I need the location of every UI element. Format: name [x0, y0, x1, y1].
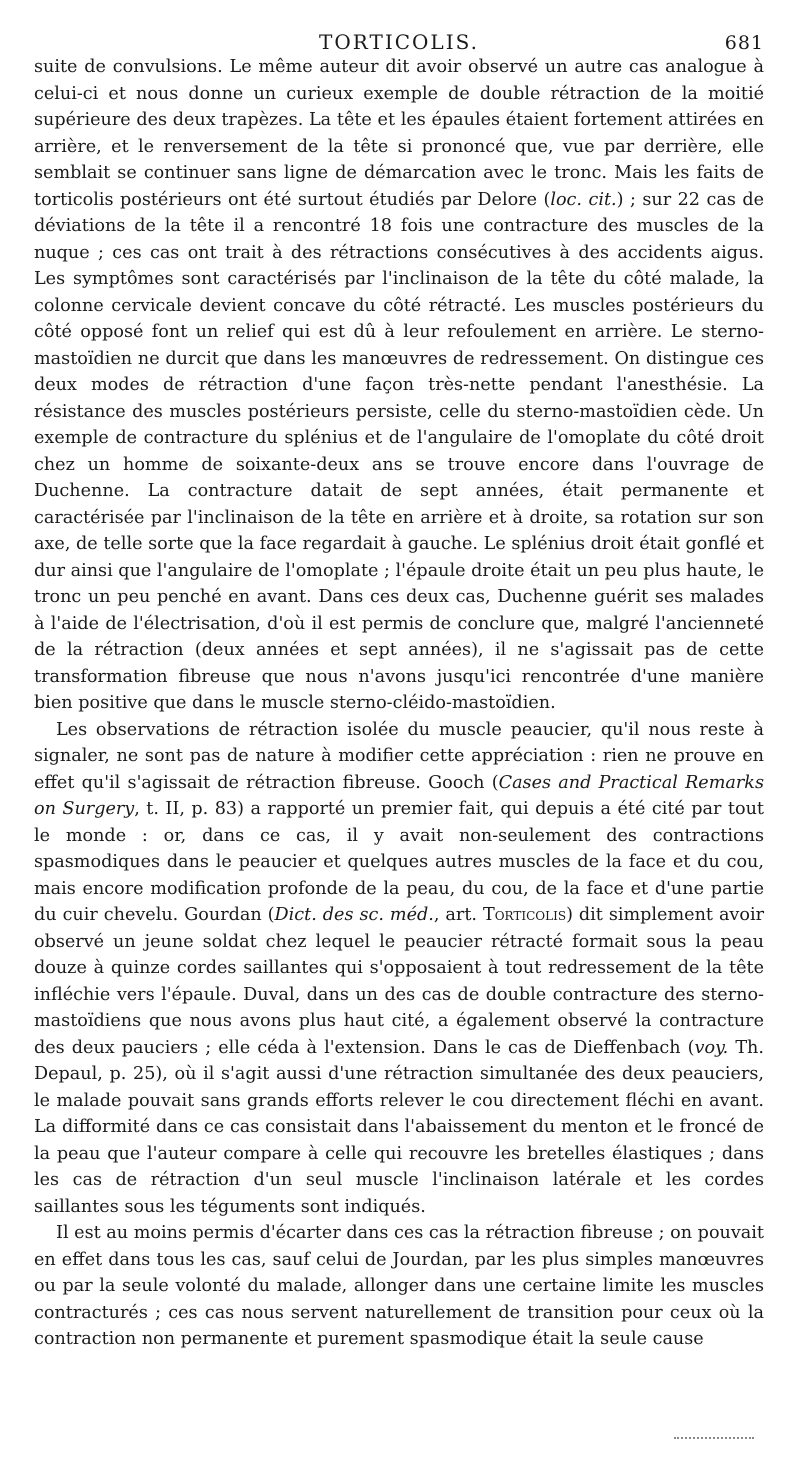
running-title: TORTICOLIS. [319, 30, 479, 54]
text-run: ) ; sur 22 cas de déviations de la tête il a rencontré 18 fois une contracture des muscles de la nuque ; ces cas ont trait à des rétractions consécutives à des accidents aigus. Les symptômes sont caractérisés par l'inclinaison de la tête du côté malade, la colonne cervicale devient concave du côté rétracté. Les muscles postérieurs du côté opposé font un relief qui est dû à leur refoulement en arrière. Le sterno-mastoïdien ne durcit que dans les manœuvres de redressement. On distingue ces deux modes de rétraction d'une façon très-nette pendant l'anesthésie. La résistance des muscles postérieurs persiste, celle du sterno-mastoïdien cède. Un exemple de contracture du splénius et de l'angulaire de l'omoplate du côté droit chez un homme de soixante-deux ans se trouve encore dans l'ouvrage de Duchenne. La contracture datait de sept années, était permanente et caractérisée par l'inclinaison de la tête en arrière et à droite, sa rotation sur son axe, de telle sorte que la face regardait à gauche. Le splénius droit était gonflé et dur ainsi que l'angulaire de l'omoplate ; l'épaule droite était un peu plus haute, le tronc un peu penché en avant. Dans ces deux cas, Duchenne guérit ses malades à l'aide de l'électrisation, d'où il est permis de conclure que, malgré l'ancienneté de la rétraction (deux années et sept années), il ne s'agissait pas de cette transformation fibreuse que nous n'avons jusqu'ici rencontrée d'une manière bien positive que dans le muscle sterno-cléido-mastoïdien. [34, 189, 764, 713]
text-run: , art. [433, 905, 483, 925]
text-run: Th. Depaul, p. 25), où il s'agit aussi d'une rétraction simultanée des deux peauciers, le malade pouvait sans grands efforts relever le cou directement fléchi en avant. La difformité dans ce cas consistait dans l'abaissement du menton et le froncé de la peau que l'auteur compare à celle qui recouvre les bretelles élastiques ; dans les cas de rétraction d'un seul muscle l'inclinaison latérale et les cordes saillantes sous les téguments sont indiqués. [34, 1037, 764, 1217]
running-head [34, 26, 764, 54]
italic-citation: voy. [694, 1037, 729, 1058]
page-number: 681 [724, 32, 764, 54]
text-run: ) dit simplement avoir observé un jeune soldat chez lequel le peaucier rétracté formait sous la peau douze à quinze cordes saillantes qui s'opposaient à tout redressement de la tête infléchie vers l'épaule. Duval, dans un des cas de double contracture des sterno-mastoïdiens que nous avons plus haut cité, a également observé la contracture des deux pauciers ; elle céda à l'extension. Dans le cas de Dieffenbach ( [34, 905, 765, 1058]
paragraph [34, 54, 764, 717]
text-run: , t. II, p. 83) a rapporté un premier fait, qui depuis a été cité par tout le monde : or, dans ce cas, il y avait non-seulement des contractions spasmodiques dans le peaucier et quelques autres muscles de la face et du cou, mais encore modification profonde de la peau, du cou, de la face et d'une partie du cuir chevelu. Gourdan ( [34, 799, 764, 925]
text-run: suite de convulsions. Le même auteur dit avoir observé un autre cas analogue à celui-ci et nous donne un curieux exemple de double rétraction de la moitié supérieure des deux trapèzes. La tête et les épaules étaient fortement attirées en arrière, et le renversement de la tête si prononcé que, vue par derrière, elle semblait se continuer sans ligne de démarcation avec le tronc. Mais les faits de torticolis postérieurs ont été surtout étudiés par Delore ( [34, 57, 764, 210]
italic-citation: loc. cit. [550, 189, 617, 210]
text-run: Il est au moins permis d'écarter dans ces cas la rétraction fibreuse ; on pouvait en effet dans tous les cas, sauf celui de Jourdan, par les plus simples manœuvres ou par la seule volonté du malade, allonger dans une certaine limite les muscles contracturés ; ces cas nous servent naturellement de transition pour ceux où la contraction non permanente et purement spasmodique était la seule cause [34, 1223, 764, 1349]
body-text [34, 54, 764, 1353]
italic-citation: Dict. des sc. méd. [274, 905, 434, 925]
footer-rule [674, 1437, 754, 1439]
paragraph [34, 1220, 764, 1353]
text-run: Les observations de rétraction isolée du muscle peaucier, qu'il nous reste à signaler, ne sont pas de nature à modifier cette appréciation : rien ne prouve en effet qu'il s'agissait de rétraction fibreuse. Gooch ( [34, 719, 764, 793]
small-caps-term: Torticolis [482, 905, 567, 925]
paragraph [34, 717, 764, 1221]
italic-citation: Cases and Practical Remarks on Surgery [34, 772, 764, 819]
